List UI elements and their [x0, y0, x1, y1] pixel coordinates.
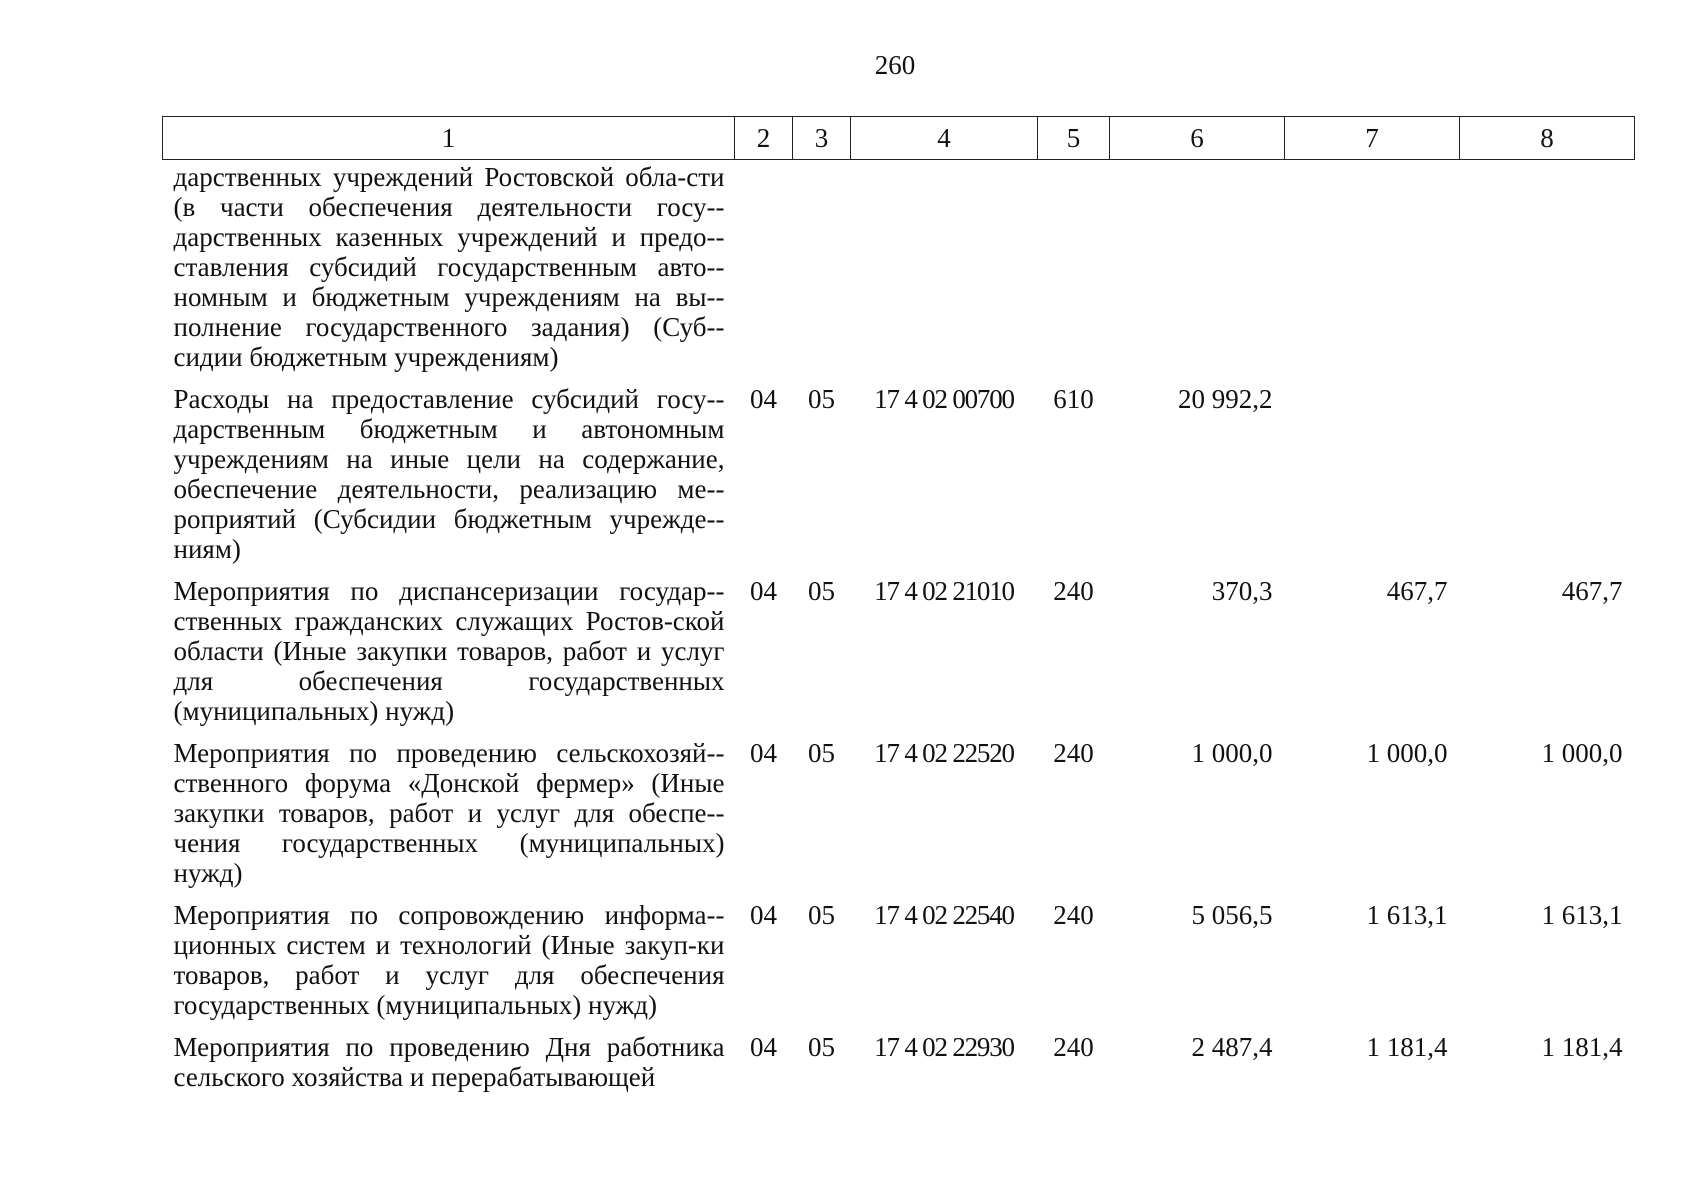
cell-amount-col7	[1285, 384, 1460, 576]
cell-amount-col8: 1 613,1	[1541, 900, 1623, 930]
cell-expense-type: 610	[1053, 384, 1094, 414]
table-body	[163, 160, 1635, 1105]
table-row	[163, 1032, 1635, 1104]
column-header: 6	[1110, 117, 1285, 160]
table-row	[163, 900, 1635, 1032]
column-header: 1	[163, 117, 735, 160]
cell-amount-col8	[1460, 160, 1635, 385]
table-header	[163, 117, 1635, 160]
cell-section: 04	[750, 738, 777, 768]
cell-subsection: 05	[808, 738, 835, 768]
cell-subsection: 05	[808, 384, 835, 414]
cell-target-article: 17 4 02 22930	[874, 1032, 1014, 1062]
cell-expense-type: 240	[1053, 900, 1094, 930]
cell-amount-col8: 1 181,4	[1541, 1032, 1623, 1062]
cell-target-article: 17 4 02 21010	[874, 576, 1014, 606]
header-row	[163, 117, 1635, 160]
row-description: Мероприятия по проведению Дня работника сельского хозяйства и перерабатывающей	[173, 1032, 725, 1092]
row-description: дарственных учреждений Ростовской обла-сти (в части обеспечения деятельности госу-дарственных казенных учреждений и предо-ставления субсидий государственным авто-номным и бюджетным учреждениям на вы-полнение государственного задания) (Суб-сидии бюджетным учреждениям)	[173, 162, 725, 372]
cell-amount-col6: 1 000,0	[1191, 738, 1273, 768]
cell-expense-type: 240	[1053, 738, 1094, 768]
column-header: 2	[735, 117, 793, 160]
cell-subsection: 05	[808, 900, 835, 930]
cell-amount-col6: 20 992,2	[1178, 384, 1273, 414]
cell-target-article: 17 4 02 22540	[874, 900, 1014, 930]
table-row	[163, 160, 1635, 385]
page-number: 260	[874, 50, 916, 80]
row-description: Мероприятия по диспансеризации государ-ственных гражданских служащих Ростов-ской области (Иные закупки товаров, работ и услуг для обеспечения государственных (муниципальных) нужд)	[173, 576, 725, 726]
cell-amount-col8: 467,7	[1561, 576, 1623, 606]
budget-table	[162, 116, 1635, 1104]
column-header: 8	[1460, 117, 1635, 160]
cell-target-article: 17 4 02 22520	[874, 738, 1014, 768]
cell-amount-col8: 1 000,0	[1541, 738, 1623, 768]
cell-expense-type	[1038, 160, 1110, 385]
cell-section	[735, 160, 793, 385]
cell-section: 04	[750, 576, 777, 606]
table-row	[163, 384, 1635, 576]
row-description: Мероприятия по сопровождению информа-ционных систем и технологий (Иные закуп-ки товаров, работ и услуг для обеспечения государственных (муниципальных) нужд)	[173, 900, 725, 1020]
cell-amount-col8	[1460, 384, 1635, 576]
column-header: 3	[793, 117, 851, 160]
table-row	[163, 576, 1635, 738]
cell-amount-col6: 5 056,5	[1191, 900, 1273, 930]
cell-amount-col7: 1 613,1	[1366, 900, 1448, 930]
table-row	[163, 738, 1635, 900]
row-description: Расходы на предоставление субсидий госу-дарственным бюджетным и автономным учреждениям на иные цели на содержание, обеспечение деятельности, реализацию ме-роприятий (Субсидии бюджетным учрежде-ниям)	[173, 384, 725, 564]
cell-expense-type: 240	[1053, 576, 1094, 606]
column-header: 5	[1038, 117, 1110, 160]
cell-amount-col7: 1 181,4	[1366, 1032, 1448, 1062]
cell-subsection	[793, 160, 851, 385]
cell-subsection: 05	[808, 1032, 835, 1062]
cell-expense-type: 240	[1053, 1032, 1094, 1062]
column-header: 7	[1285, 117, 1460, 160]
cell-amount-col7: 1 000,0	[1366, 738, 1448, 768]
cell-subsection: 05	[808, 576, 835, 606]
cell-amount-col6	[1110, 160, 1285, 385]
cell-target-article	[851, 160, 1038, 385]
cell-amount-col7: 467,7	[1386, 576, 1448, 606]
column-header: 4	[851, 117, 1038, 160]
cell-amount-col7	[1285, 160, 1460, 385]
cell-amount-col6: 370,3	[1211, 576, 1273, 606]
row-description: Мероприятия по проведению сельскохозяй-ственного форума «Донской фермер» (Иные закупки товаров, работ и услуг для обеспе-чения государственных (муниципальных) нужд)	[173, 738, 725, 888]
cell-amount-col6: 2 487,4	[1191, 1032, 1273, 1062]
cell-section: 04	[750, 384, 777, 414]
cell-target-article: 17 4 02 00700	[874, 384, 1014, 414]
cell-section: 04	[750, 1032, 777, 1062]
cell-section: 04	[750, 900, 777, 930]
